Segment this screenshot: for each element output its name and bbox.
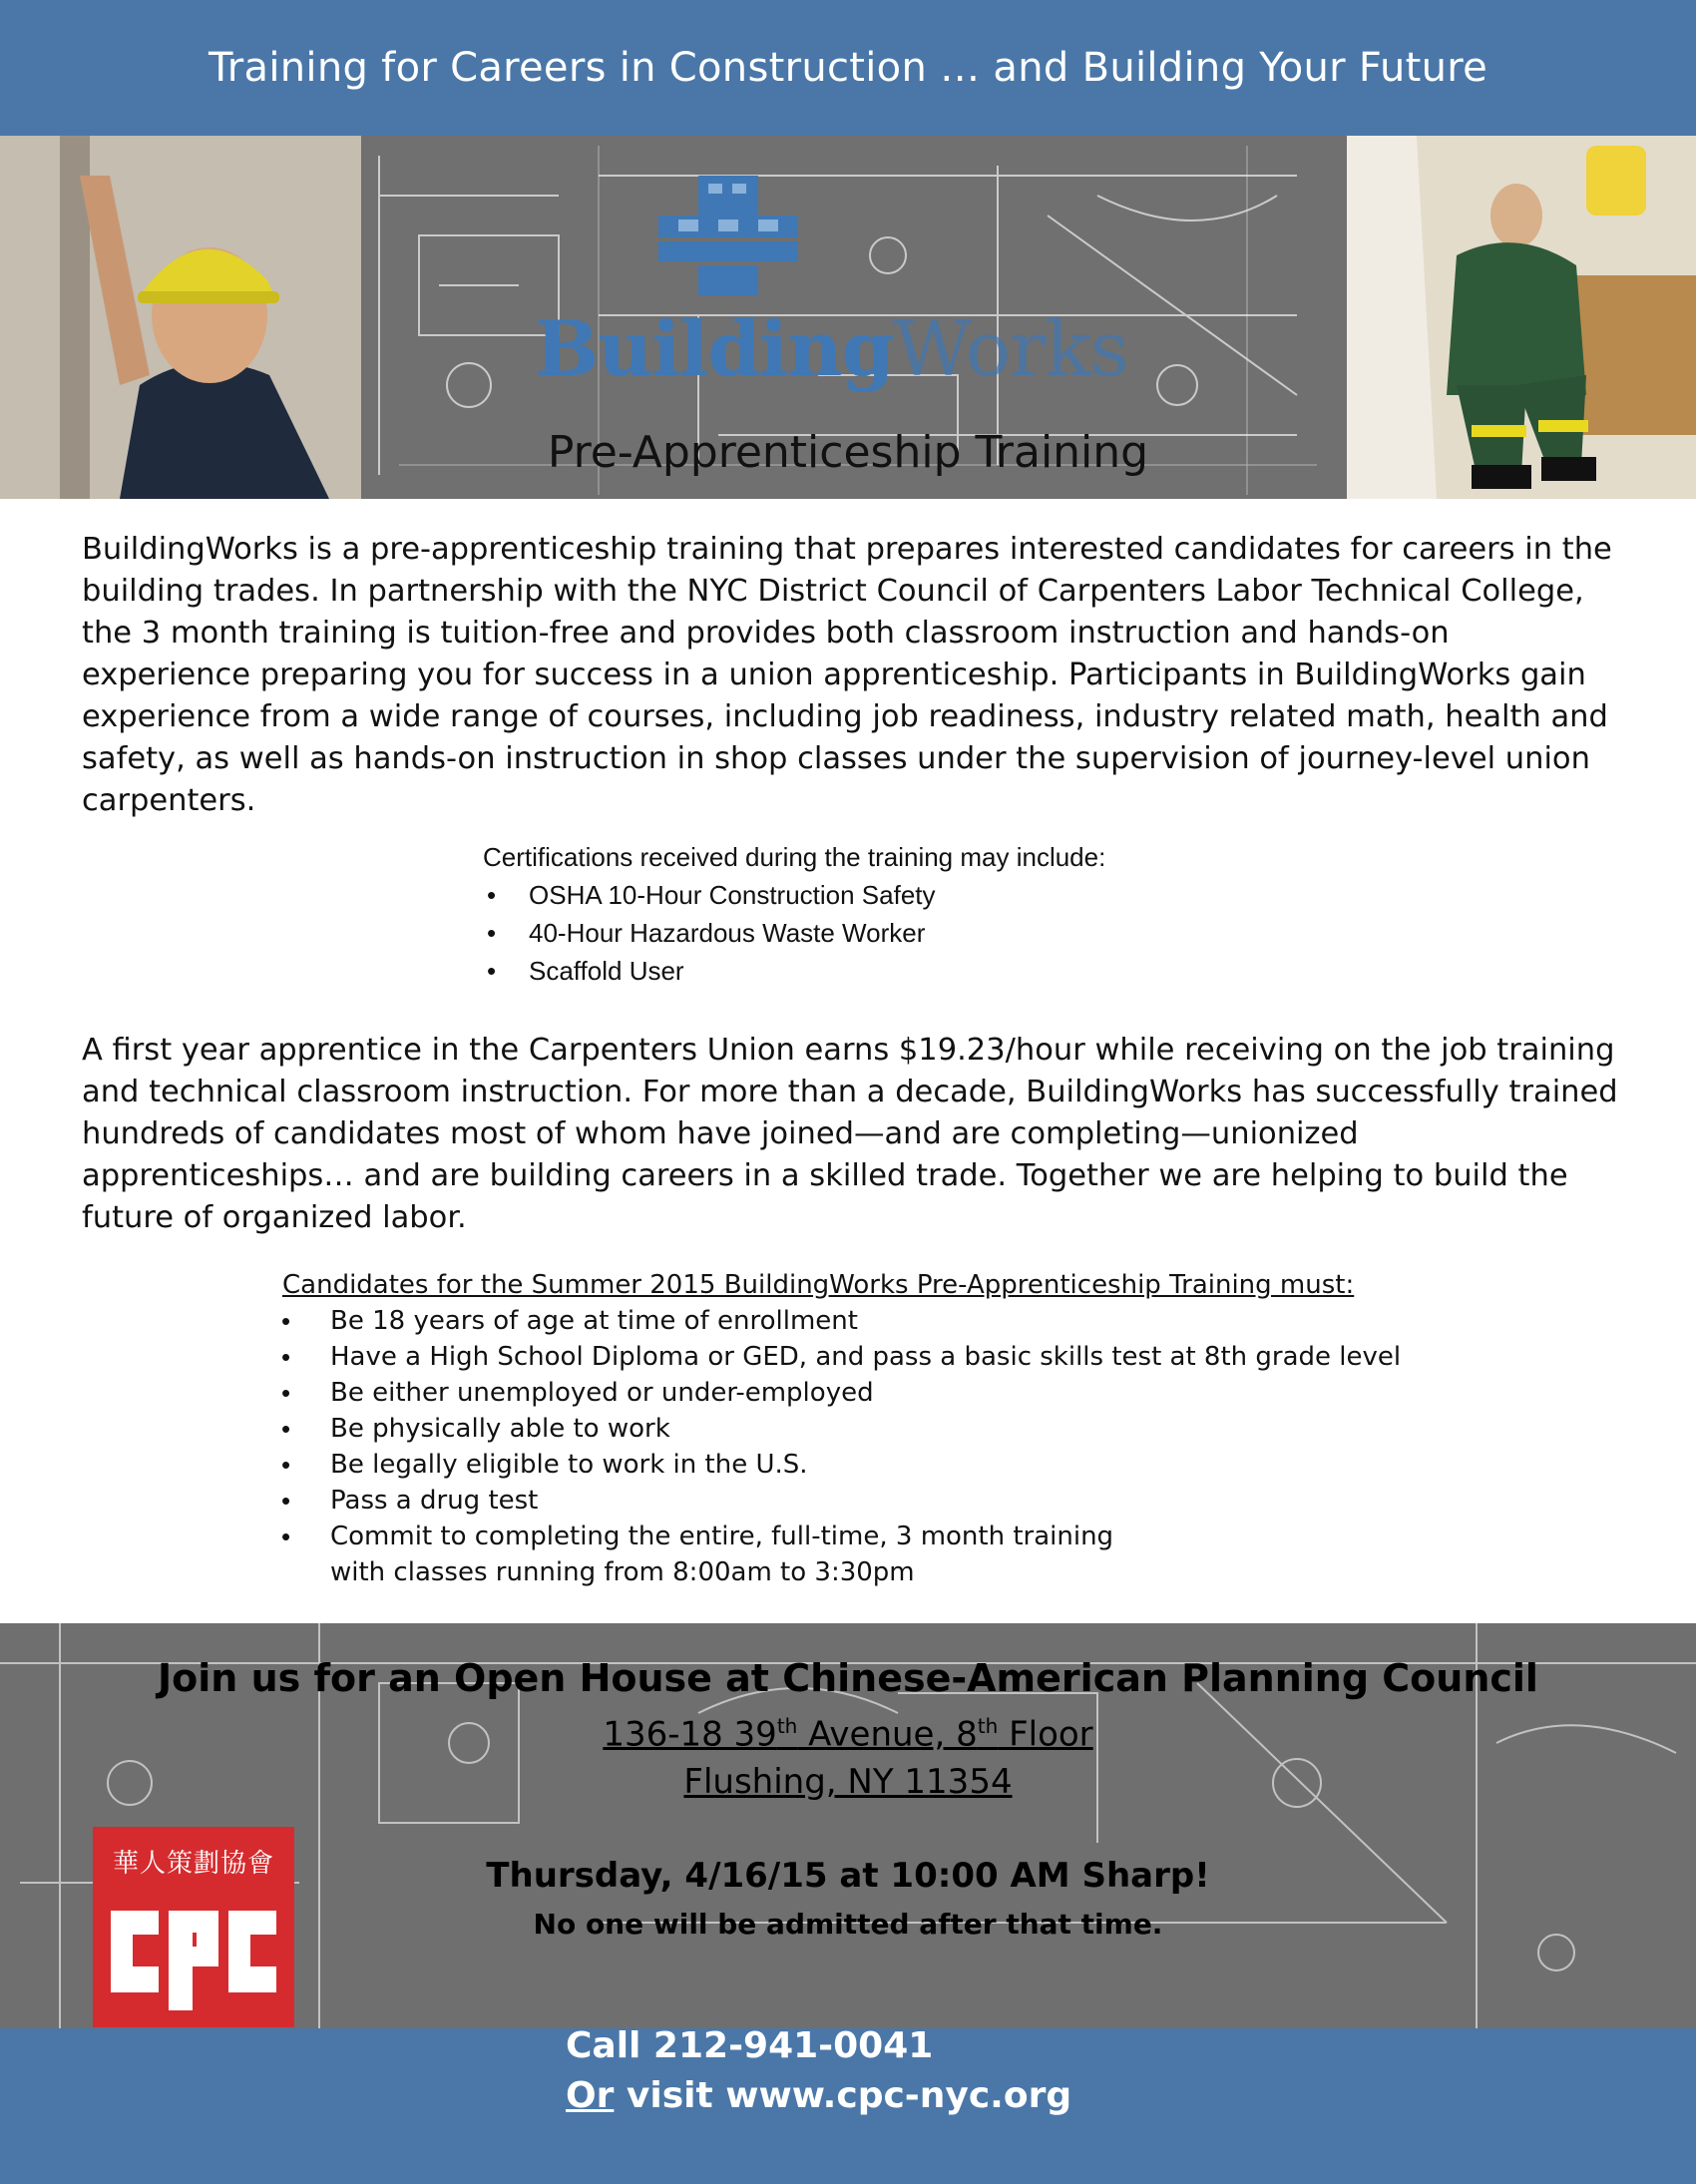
brand-light: Works [893, 304, 1128, 393]
list-item: • Scaffold User [483, 952, 1281, 990]
list-item: • Be physically able to work [282, 1411, 1480, 1447]
list-item [282, 1519, 1480, 1590]
contact-phone: Call 212-941-0041 [566, 2025, 934, 2066]
contact-visit-link[interactable]: visit www.cpc-nyc.org [614, 2075, 1072, 2116]
list-item: • 40-Hour Hazardous Waste Worker [483, 914, 1281, 952]
requirements-block [282, 1267, 1480, 1590]
list-item: • Be either unemployed or under-employed [282, 1375, 1480, 1411]
open-house-address-line1 [0, 1714, 1696, 1754]
address-part: Avenue, 8 [797, 1714, 978, 1755]
open-house-address-line2: Flushing, NY 11354 [683, 1762, 1013, 1802]
list-item: • Be 18 years of age at time of enrollment [282, 1303, 1480, 1339]
certifications-list [483, 876, 1281, 990]
hero-subtitle: Pre-Apprenticeship Training [547, 427, 1149, 478]
address-sup: th [776, 1714, 798, 1738]
list-item: • Have a High School Diploma or GED, and pass a basic skills test at 8th grade level [282, 1339, 1480, 1375]
requirements-list [282, 1303, 1480, 1590]
cpc-logo-chinese-text: 華人策劃協會 [112, 1849, 274, 1879]
list-item-continuation: with classes running from 8:00am to 3:30pm [330, 1557, 915, 1587]
certifications-heading: Certifications received during the training may include: [483, 842, 1106, 872]
top-banner [0, 0, 1696, 136]
list-item: • Be legally eligible to work in the U.S. [282, 1447, 1480, 1483]
earnings-paragraph: A first year apprentice in the Carpenters Union earns $19.23/hour while receiving on the job training and technical classroom instruction. For more than a decade, BuildingWorks has successfully trained hundreds of candidates most of whom have joined—and are completing—unionized apprenticeships… and are building careers in a skilled trade. Together we are helping to build the future of organized labor. [82, 1033, 1618, 1235]
contact-website [566, 2075, 1071, 2116]
address-part: 136-18 39 [603, 1714, 777, 1755]
list-item-text: Commit to completing the entire, full-time, 3 month training [330, 1522, 1114, 1551]
header-tagline: Training for Careers in Construction … and Building Your Future [208, 45, 1488, 91]
address-part: Floor [998, 1714, 1093, 1755]
brand-wordmark [535, 304, 1128, 393]
cpc-logo-letters [101, 1901, 286, 2010]
list-item: • Pass a drug test [282, 1483, 1480, 1519]
brand-bold: Building [535, 304, 894, 393]
cpc-logo [93, 1827, 294, 2027]
requirements-heading: Candidates for the Summer 2015 BuildingWorks Pre-Apprenticeship Training must: [282, 1270, 1355, 1300]
open-house-date: Thursday, 4/16/15 at 10:00 AM Sharp! [486, 1856, 1210, 1896]
certifications-block [483, 838, 1281, 990]
open-house-title: Join us for an Open House at Chinese-American Planning Council [158, 1656, 1538, 1700]
hero-section [0, 136, 1696, 499]
intro-paragraph: BuildingWorks is a pre-apprenticeship training that prepares interested candidates for careers in the building trades. In partnership with the NYC District Council of Carpenters Labor Technical College, the 3 month training is tuition-free and provides both classroom instruction and hands-on experience preparing you for success in a union apprenticeship. Participants in BuildingWorks gain experience from a wide range of courses, including job readiness, industry related math, health and safety, as well as hands-on instruction in shop classes under the supervision of journey-level union carpenters. [82, 532, 1612, 818]
address-sup: th [977, 1714, 999, 1738]
list-item: • OSHA 10-Hour Construction Safety [483, 876, 1281, 914]
open-house-note: No one will be admitted after that time. [533, 1908, 1163, 1941]
contact-or: Or [566, 2075, 615, 2116]
